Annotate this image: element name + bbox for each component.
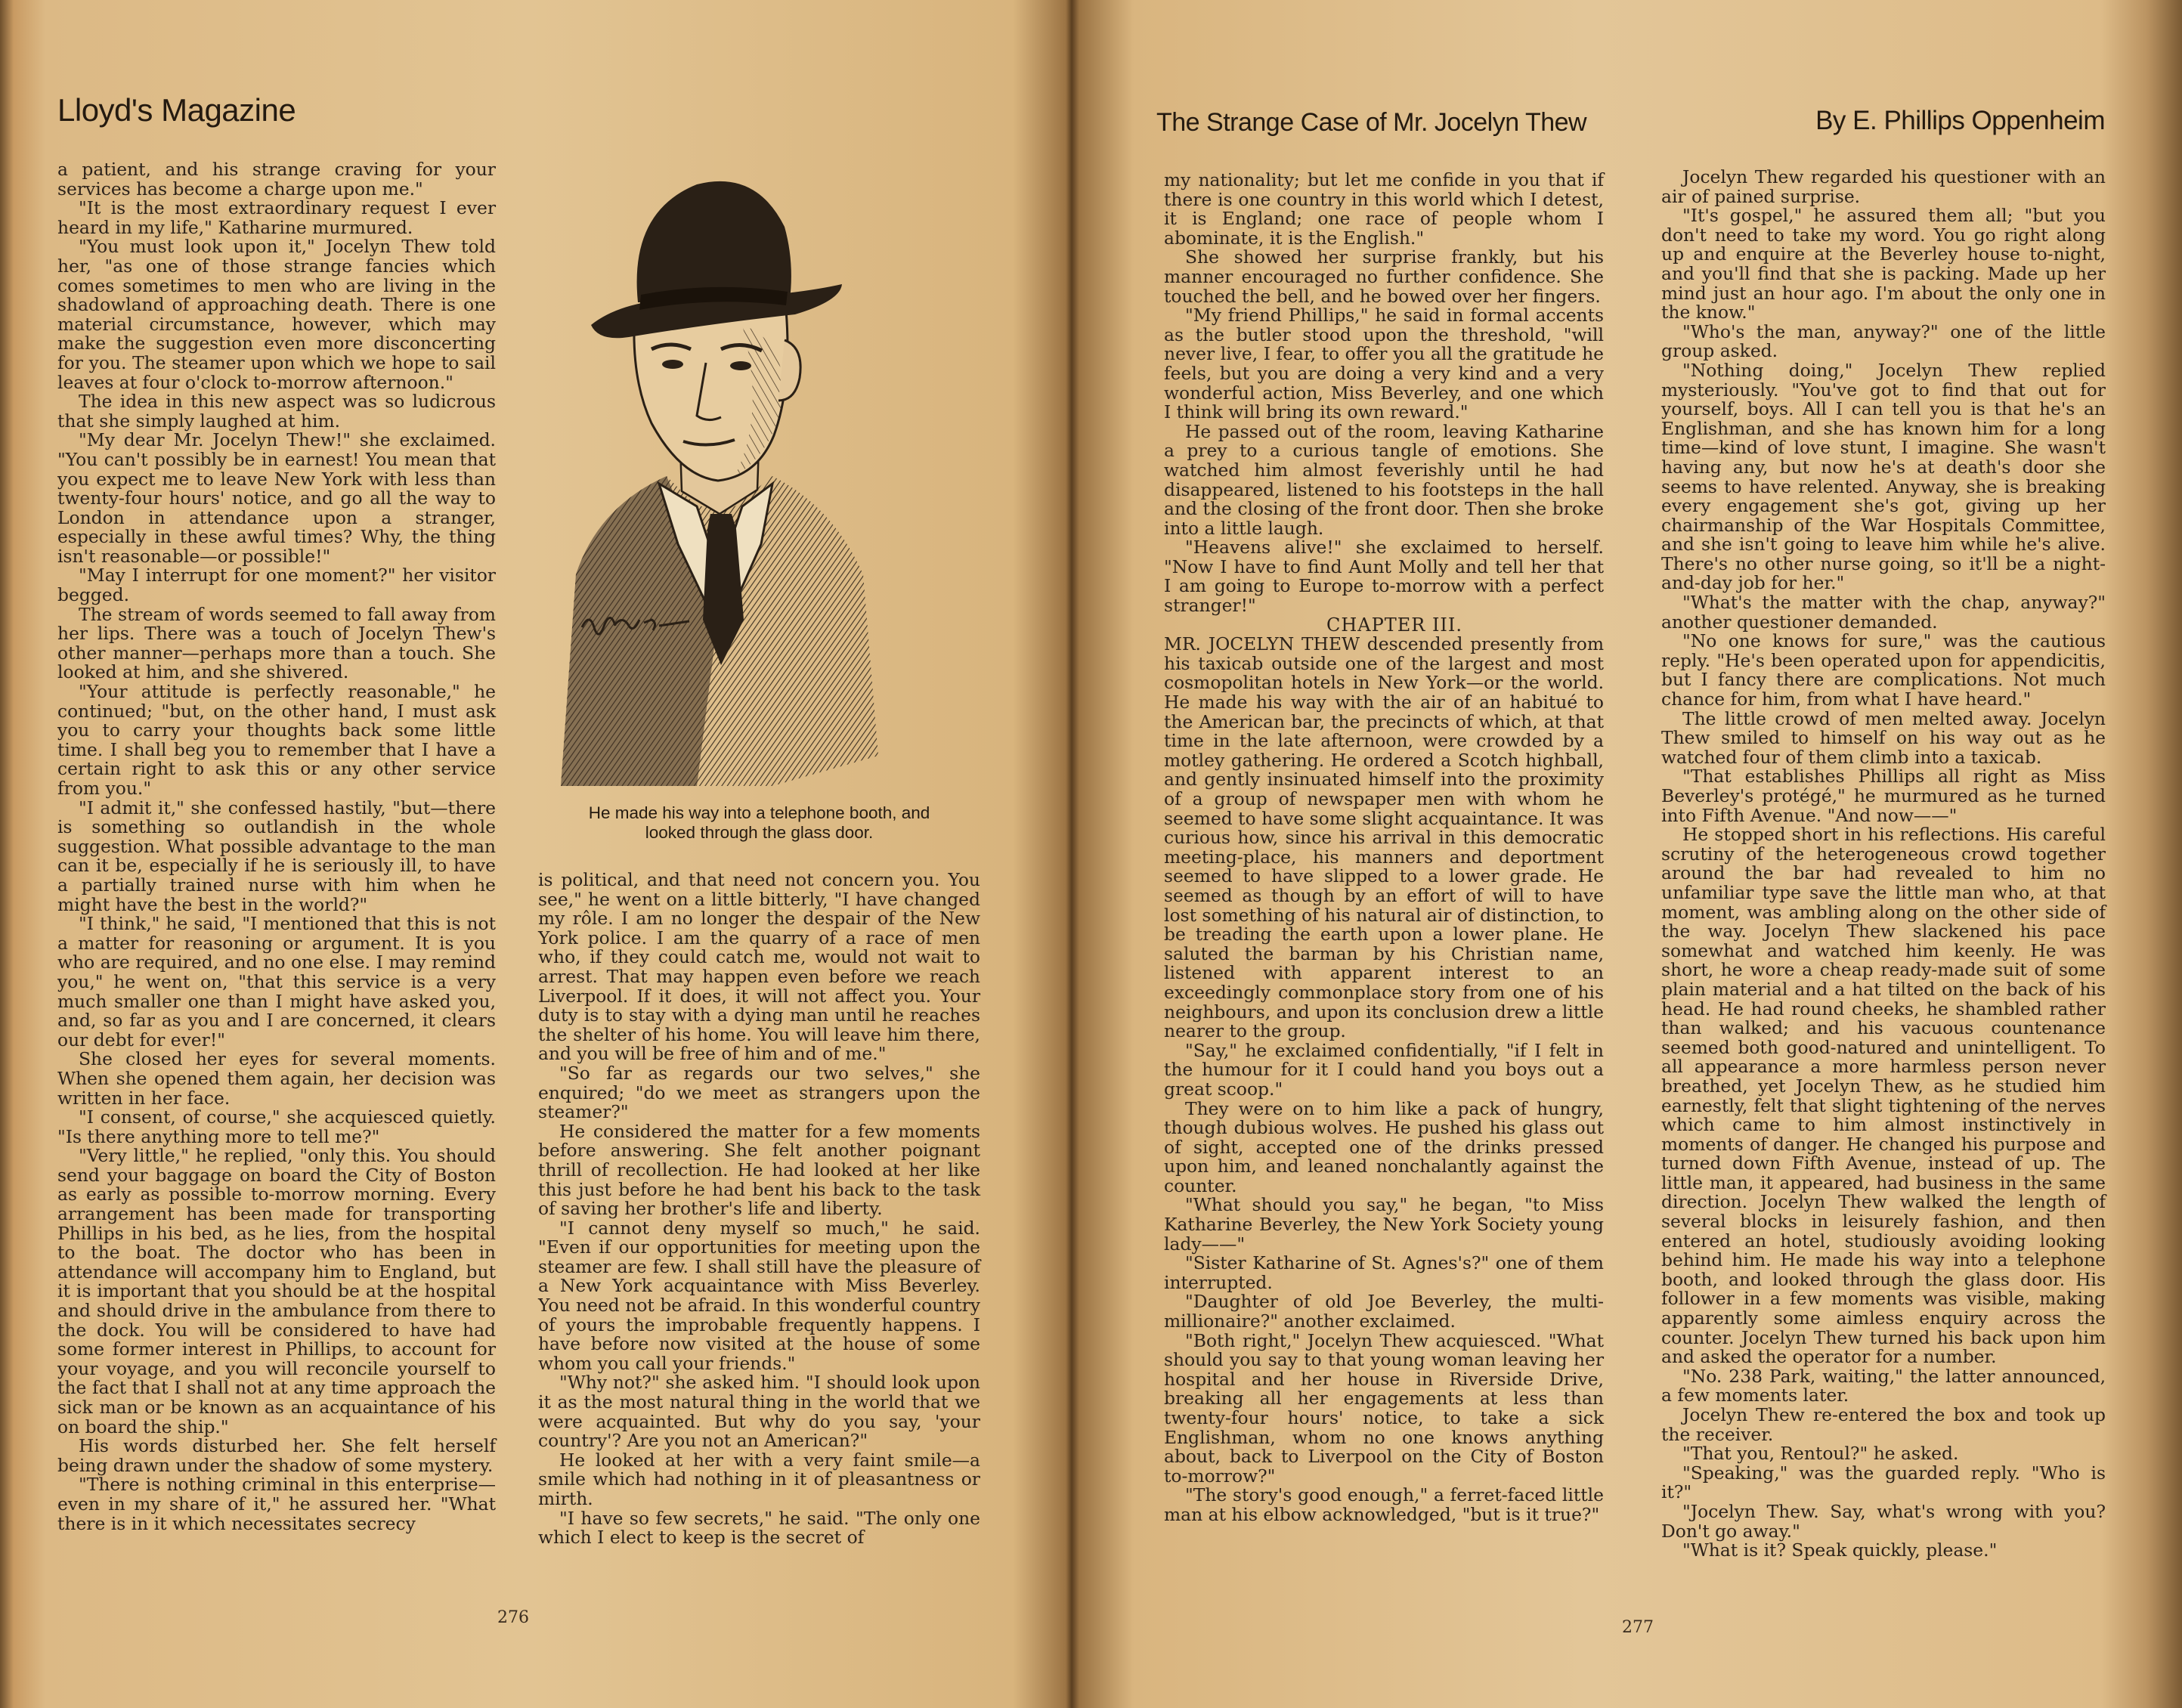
left-column-2 [538, 871, 980, 1548]
paragraph: "Nothing doing," Jocelyn Thew replied mysteriously. "You've got to find that out for yourself, boys. All I can tell you is that he's an Englishman, and she has known him for a long time—kind of love stunt, I imagine. She wasn't having any, but now he's at death's door she seems to have relented. Anyway, she is breaking every engagement she's got, giving up her chairmanship of the War Hospitals Committee, and she isn't going to leave him while he's alive. There's no other nurse going, so it'll be a night-and-day job for her." [1661, 359, 2106, 594]
paragraph: "The story's good enough," a ferret-faced little man at his elbow acknowledged, "but is it true?" [1164, 1484, 1604, 1525]
paragraph: "Speaking," was the guarded reply. "Who is it?" [1661, 1462, 2106, 1503]
paragraph: "That you, Rentoul?" he asked. [1682, 1443, 1959, 1465]
paragraph: She closed her eyes for several moments. When she opened them again, her decision was written in her face. [57, 1048, 496, 1109]
paragraph: "It's gospel," he assured them all; "but you don't need to take my word. You go right along up and enquire at the Beverley house to-night, and you'll find that she is packing. Made up her mind just an hour ago. I'm about the only one in the know." [1661, 205, 2106, 323]
paragraph: "I think," he said, "I mentioned that this is not a matter for reasoning or argument. It is you who are required, and no one else. I may remind you," he went on, "that this service is a very much smaller one than I might have asked you, and, so far as you and I are concerned, it clears our debt for ever!" [57, 913, 496, 1050]
paragraph: "There is nothing criminal in this enterprise—even in my share of it," he assured her. "What there is in it which necessitates secrecy [57, 1474, 496, 1534]
paragraph: "You must look upon it," Jocelyn Thew told her, "as one of those strange fancies which comes sometimes to men who are living in the shadowland of approaching death. There is one material circumstance, however, which may make the suggestion even more disconcerting for you. The steamer upon which we hope to sail leaves at four o'clock to-morrow afternoon." [57, 236, 496, 393]
paragraph: a patient, and his strange craving for your services has become a charge upon me." [57, 159, 496, 200]
left-page [0, 0, 1072, 1708]
running-head: Lloyd's Magazine [57, 92, 296, 128]
right-page [1072, 0, 2182, 1708]
paragraph: "I consent, of course," she acquiesced quietly. "Is there anything more to tell me?" [57, 1106, 496, 1147]
paragraph: "Very little," he replied, "only this. You should send your baggage on board the City of Boston as early as possible to-morrow morning. Every arrangement has been made for transporting Phillips in his bed, as he lies, from the hospital to the boat. The doctor who has been in attendance will accompany him to England, but it is important that you should be at the hospital and should drive in the ambulance from there to the dock. You will be considered to have had some former interest in Phillips, to account for your voyage, and you will reconcile yourself to the fact that I shall not at any time approach the sick man or be known as an acquaintance of his on board the ship." [57, 1145, 496, 1437]
paragraph: Jocelyn Thew regarded his questioner with an air of pained surprise. [1661, 166, 2106, 207]
paragraph: "I cannot deny myself so much," he said. "Even if our opportunities for meeting upon the steamer are few. I shall still have the pleasure of a New York acquaintance with Miss Beverley. You need not be afraid. In this wonderful country of yours the improbable frequently happens. I have before now visited at the house of some whom you call your friends." [538, 1217, 980, 1374]
page-number: 276 [497, 1608, 529, 1627]
paragraph: "No. 238 Park, waiting," the latter announced, a few moments later. [1661, 1365, 2106, 1406]
paragraph: He considered the matter for a few moments before answering. She felt another poignant thrill of recollection. He had looked at her like this just before he had bent his back to the task of saving her brother's life and liberty. [538, 1120, 980, 1220]
paragraph: He stopped short in his reflections. His careful scrutiny of the heterogeneous crowd together around the bar had revealed to him no unfamiliar type save the little man who, at that moment, was ambling along on the other side of the way. Jocelyn Thew slackened his pace somewhat and watched him keenly. He was short, he wore a cheap ready-made suit of some plain material and a hat tilted on the back of his head. He had round cheeks, he shambled rather than walked; and his vacuous countenance seemed both good-natured and unintelligent. To all appearance a more harmless person never breathed, yet Jocelyn Thew, as he studied him earnestly, felt that slight tightening of the nerves which came to him almost instinctively in moments of danger. He changed his purpose and turned down Fifth Avenue, instead of up. The little man, it appeared, had business in the same direction. Jocelyn Thew walked the length of several blocks in leisurely fashion, and then entered an hotel, studiously avoiding looking behind him. He made his way into a telephone booth, and looked through the glass door. His follower in a few moments was visible, making apparently some aimless enquiry across the counter. Jocelyn Thew turned his back upon him and asked the operator for a number. [1661, 824, 2106, 1368]
paragraph: my nationality; but let me confide in you that if there is one country in this world which I detest, it is England; one race of people whom I abominate, it is the English." [1164, 169, 1604, 249]
story-title: The Strange Case of Mr. Jocelyn Thew [1156, 108, 1587, 137]
paragraph: "My dear Mr. Jocelyn Thew!" she exclaimed. "You can't possibly be in earnest! You mean that you expect me to leave New York with less than twenty-four hours' notice, and go all the way to London in attendance upon a stranger, especially in these awful times? Why, the thing isn't reasonable—or possible!" [57, 429, 496, 567]
paragraph: "That establishes Phillips all right as Miss Beverley's protégé," he murmured as he turned into Fifth Avenue. "And now——" [1661, 766, 2106, 826]
paragraph: The little crowd of men melted away. Jocelyn Thew smiled to himself on his way out as he watched four of them climb into a taxicab. [1661, 707, 2106, 768]
paragraph: Jocelyn Thew re-entered the box and took up the receiver. [1661, 1404, 2106, 1445]
paragraph: "Sister Katharine of St. Agnes's?" one of them interrupted. [1164, 1252, 1604, 1293]
paragraph: "So far as regards our two selves," she enquired; "do we meet as strangers upon the steamer?" [538, 1062, 980, 1123]
paragraph: "Who's the man, anyway?" one of the little group asked. [1661, 320, 2106, 362]
paragraph: They were on to him like a pack of hungry, though dubious wolves. He pushed his glass out of sight, accepted one of the drinks pressed upon him, and leaned nonchalantly against the counter. [1164, 1097, 1604, 1196]
paragraph: "Jocelyn Thew. Say, what's wrong with you? Don't go away." [1661, 1500, 2106, 1542]
paragraph: "Your attitude is perfectly reasonable," he continued; "but, on the other hand, I must ask you to carry your thoughts back some little time. I shall beg you to remember that I have a certain right to ask this or any other service from you." [57, 681, 496, 799]
paragraph: "Heavens alive!" she exclaimed to herself. "Now I have to find Aunt Molly and tell her that I am going to Europe to-morrow with a perfect stranger!" [1164, 537, 1604, 617]
paragraph: MR. JOCELYN THEW descended presently from his taxicab outside one of the largest and most cosmopolitan hotels in New York—or the world. He made his way with the air of an habitué to the American bar, the precincts of which, at that time in the late afternoon, were crowded by a motley gathering. He ordered a Scotch highball, and gently insinuated himself into the proximity of a group of newspaper men with whom he seemed to have some slight acquaintance. It was curious how, since his arrival in this democratic meeting-place, his manners and deportment seemed to have slipped to a lower grade. He seemed as though by an effort of will to have lost something of his natural air of distinction, to be treading the earth upon a lower plane. He saluted the barman by his Christian name, listened with apparent interest to an exceedingly commonplace story from one of his neighbours, and upon its conclusion drew a little nearer to the group. [1164, 633, 1604, 1042]
paragraph: The idea in this new aspect was so ludicrous that she simply laughed at him. [57, 391, 496, 432]
paragraph: "May I interrupt for one moment?" her visitor begged. [57, 565, 496, 606]
paragraph: "My friend Phillips," he said in formal accents as the butler stood upon the threshold, "will never live, I fear, to offer you all the gratitude he feels, but you are doing a very kind and a very wonderful action, Miss Beverley, and one which I think will bring its own reward." [1164, 305, 1604, 423]
page-number: 277 [1622, 1618, 1654, 1637]
caption-line-2: looked through the glass door. [645, 823, 874, 842]
paragraph: "No one knows for sure," was the cautious reply. "He's been operated upon for appendicitis, but I fancy there are complications. Not much chance for him, from what I have heard." [1661, 630, 2106, 710]
paragraph: "It is the most extraordinary request I ever heard in my life," Katharine murmured. [57, 197, 496, 238]
paragraph: "What should you say," he began, "to Miss Katharine Beverley, the New York Society young lady——" [1164, 1194, 1604, 1255]
chapter-heading: CHAPTER III. [1326, 614, 1463, 636]
paragraph: "What is it? Speak quickly, please." [1682, 1539, 1998, 1561]
paragraph: "I have so few secrets," he said. "The only one which I elect to keep is the secret of [538, 1507, 980, 1549]
paragraph: "Daughter of old Joe Beverley, the multi-millionaire?" another exclaimed. [1164, 1291, 1604, 1332]
paragraph: His words disturbed her. She felt herself being drawn under the shadow of some mystery. [57, 1435, 496, 1476]
paragraph: "Say," he exclaimed confidentially, "if I felt in the humour for it I could hand you boys out a great scoop." [1164, 1039, 1604, 1100]
paragraph: is political, and that need not concern you. You see," he went on a little bitterly, "I have changed my rôle. I am no longer the despair of the New York police. I am the quarry of a race of men who, if they could catch me, would not wait to arrest. That may happen even before we reach Liverpool. If it does, it will not affect you. Your duty is to stay with a dying man until he reaches the shelter of his home. You will leave him there, and you will be free of him and of me." [538, 869, 980, 1065]
author-byline: By E. Phillips Oppenheim [1815, 106, 2105, 135]
right-column-1 [1164, 171, 1604, 1525]
right-column-2 [1661, 168, 2106, 1561]
paragraph: "I admit it," she confessed hastily, "but—there is something so outlandish in the whole suggestion. What possible advantage to the man can it be, especially if he is seriously ill, to have a partially trained nurse with him when he might have the best in the world?" [57, 797, 496, 915]
paragraph: "What's the matter with the chap, anyway?" another questioner demanded. [1661, 592, 2106, 633]
paragraph: He passed out of the room, leaving Katharine a prey to a curious tangle of emotions. She watched him almost feverishly until he had disappeared, listened to his footsteps in the hall and the closing of the front door. Then she broke into a little laugh. [1164, 420, 1604, 539]
left-column-1 [57, 160, 496, 1533]
paragraph: The stream of words seemed to fall away from her lips. There was a touch of Jocelyn Thew's other manner—perhaps more than a touch. She looked at him, and she shivered. [57, 603, 496, 683]
man-in-bowler-hat-illustration [546, 151, 878, 801]
illustration-caption [546, 803, 973, 843]
paragraph: He looked at her with a very faint smile—a smile which had nothing in it of pleasantness or mirth. [538, 1449, 980, 1509]
paragraph: She showed her surprise frankly, but his manner encouraged no further confidence. She touched the bell, and he bowed over her fingers. [1164, 246, 1604, 307]
caption-line-1: He made his way into a telephone booth, and [588, 803, 930, 822]
paragraph: "Why not?" she asked him. "I should look upon it as the most natural thing in the world that we were acquainted. But why do you say, 'your country'? Are you not an American?" [538, 1372, 980, 1452]
paragraph: "Both right," Jocelyn Thew acquiesced. "What should you say to that young woman leaving her hospital and her house in Riverside Drive, breaking all her engagements at less than twenty-four hours' notice, to take a sick Englishman, whom no one knows anything about, back to Liverpool on the City of Boston to-morrow?" [1164, 1329, 1604, 1487]
